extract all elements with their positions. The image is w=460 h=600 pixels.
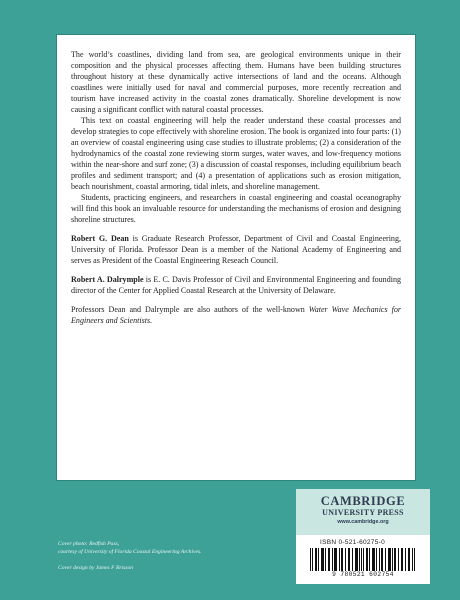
publisher-name-line2: UNIVERSITY PRESS: [322, 508, 404, 517]
author-bio-dean: [71, 233, 401, 266]
publisher-box: [296, 489, 430, 584]
blurb-paragraph-3: Students, practicing engineers, and researchers in coastal engineering and coastal oceanography will find this book an invaluable resource for understanding the mechanisms of erosion and designing shoreline structures.: [71, 193, 401, 224]
blurb-paragraph-2: This text on coastal engineering will help the reader understand these coastal processes and develop strategies to cope effectively with shoreline erosion. The book is organized into four parts: (1) an overview of coastal engineering using case studies to illustrate problems; (2) a consideration of the hydrodynamics of the coastal zone reviewing storm surges, water waves, and low-frequency motions within the near-shore and surf zone; (3) a discussion of coastal responses, including equilibrium beach profiles and sediment transport; and (4) a presentation of applications such as erosion mitigation, beach nourishment, coastal armoring, tidal inlets, and shoreline management.: [71, 116, 401, 191]
cover-credits: [58, 540, 288, 572]
author-name-dalrymple: Robert A. Dalrymple: [71, 275, 144, 284]
barcode-number: 9 780521 602754: [304, 571, 422, 578]
publisher-name-line1: CAMBRIDGE: [320, 494, 406, 508]
blurb-paragraph-1: The world’s coastlines, dividing land from sea, are geological environments unique in their composition and the physical processes affecting them. Humans have been building structures throughout history at these dynamically active intersections of land and the oceans. Although coastlines were initially used for naval and commercial purposes, more recently recreation and tourism have increased activity in the coastal zones dramatically. Shoreline development is now causing a significant conflict with natural coastal processes.: [71, 50, 401, 114]
also-authors-prefix: Professors Dean and Dalrymple are also authors of the well-known: [71, 305, 309, 314]
author-bio-dalrymple: [71, 274, 401, 296]
publisher-url: www.cambridge.org: [337, 519, 389, 525]
author-bio-dean-text: is Graduate Research Professor, Department of Civil and Coastal Engineering, University of Florida. Professor Dean is a member of the National Academy of Engineering and serves as President of the Coastal Engineering Reseach Council.: [71, 234, 401, 265]
author-bio-dalrymple-text: is E. C. Davis Professor of Civil and Environmental Engineering and founding director of the Center for Applied Coastal Research at the University of Delaware.: [71, 275, 401, 295]
cover-photo-courtesy: courtesy of University of Florida Coastal Engineering Archives.: [58, 549, 202, 555]
publisher-logo: [296, 489, 430, 535]
cover-photo-credit: Cover photo: Redfish Pass,: [58, 541, 120, 547]
also-authors-book-title: Water Wave Mechanics for Engineers and Scientists.: [71, 305, 401, 325]
back-cover-text-panel: [56, 34, 416, 481]
author-name-dean: Robert G. Dean: [71, 234, 129, 243]
cover-design-credit: Cover design by James F Brisson: [58, 565, 134, 571]
also-authors-note: [71, 304, 401, 326]
isbn-label: ISBN 0-521-60275-0: [320, 539, 386, 546]
